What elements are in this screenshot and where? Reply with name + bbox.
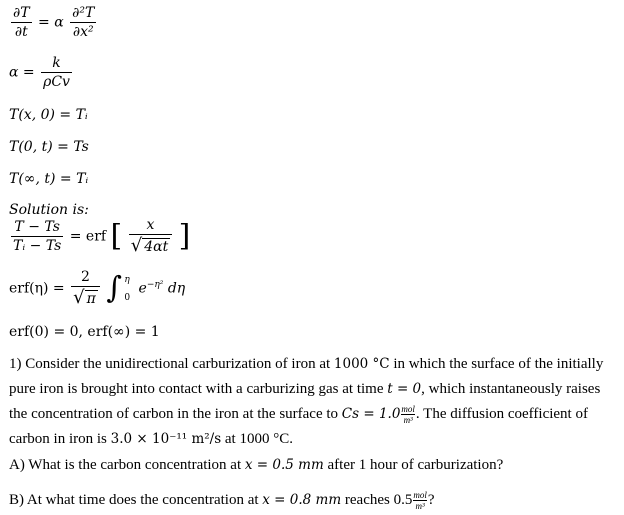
alpha-definition: α = $\frac{k}{\text{ρCv}}$ <box>9 55 70 90</box>
mol-per-m3-unit: $\frac{\text{mol}}{\text{m³}}$ <box>401 404 415 426</box>
erf-values: erf(0) = 0, erf(∞) = 1 <box>9 324 160 340</box>
d2T-dx2-fraction: $\frac{\text{∂²T}}{\text{∂x²}}$ <box>72 5 95 40</box>
mol-per-m3-unit-b: $\frac{\text{mol}}{\text{m³}}$ <box>413 490 427 511</box>
temperature-ratio: $\frac{T - Ts}{\text{Tᵢ − Ts}}$ <box>13 219 62 254</box>
problem-statement: 1) Consider the unidirectional carburization of iron at 1000 °C in which the surface of the initially pure iron is brought into contact with a carburizing gas at time t = 0, which instantaneously raises the concentration of carbon in the iron at the surface to Cs = 1.0 $\frac{\text{mol}}{\text{m³}}$ . The diffusion coefficient of carbon in iron is 3.0 × 10⁻¹¹ m²/s at 1000 °C. <box>9 356 604 447</box>
integral-sign: ∫ <box>106 270 122 306</box>
alpha-coef: α <box>54 14 64 31</box>
equals-sign: = <box>38 14 50 31</box>
sqrt-4-alpha-t: √ 4αt <box>130 235 169 256</box>
integral-limits: η 0 <box>124 274 131 303</box>
boundary-condition-1: T(x, 0) = Tᵢ <box>9 107 88 123</box>
erf-argument: $\frac{x}{√ 4\alpha t}$ <box>129 218 172 255</box>
right-bracket: ] <box>178 218 191 254</box>
solution-label: Solution is: <box>9 202 89 218</box>
left-bracket: [ <box>110 218 123 254</box>
two-over-sqrt-pi: $\frac{2}{√ \pi}$ <box>71 270 100 307</box>
question-b: B) At what time does the concentration at x = 0.8 mm reaches 0.5 $\frac{\text{mol}}{\text{m³}}$ ? <box>9 490 435 511</box>
erf-definition: erf(η) = $\frac{2}{√ \pi}$ ∫ η 0 $e^{-\eta^2}$ dη <box>9 269 186 308</box>
k-over-rhoCv: $\frac{k}{\text{ρCv}}$ <box>43 55 70 90</box>
solution-equation: $\frac{T - Ts}{\text{Tᵢ − Ts}}$ = erf [ $\frac{x}{√ 4\alpha t}$ ] <box>13 217 191 256</box>
dT-dt-fraction: $\frac{\partial T}{\partial t}$ <box>13 5 30 40</box>
question-a: A) What is the carbon concentration at x = 0.5 mm after 1 hour of carburization? <box>9 457 504 473</box>
heat-equation <box>9 6 98 39</box>
boundary-condition-2: T(0, t) = Ts <box>9 139 89 155</box>
boundary-condition-3: T(∞, t) = Tᵢ <box>9 171 89 187</box>
